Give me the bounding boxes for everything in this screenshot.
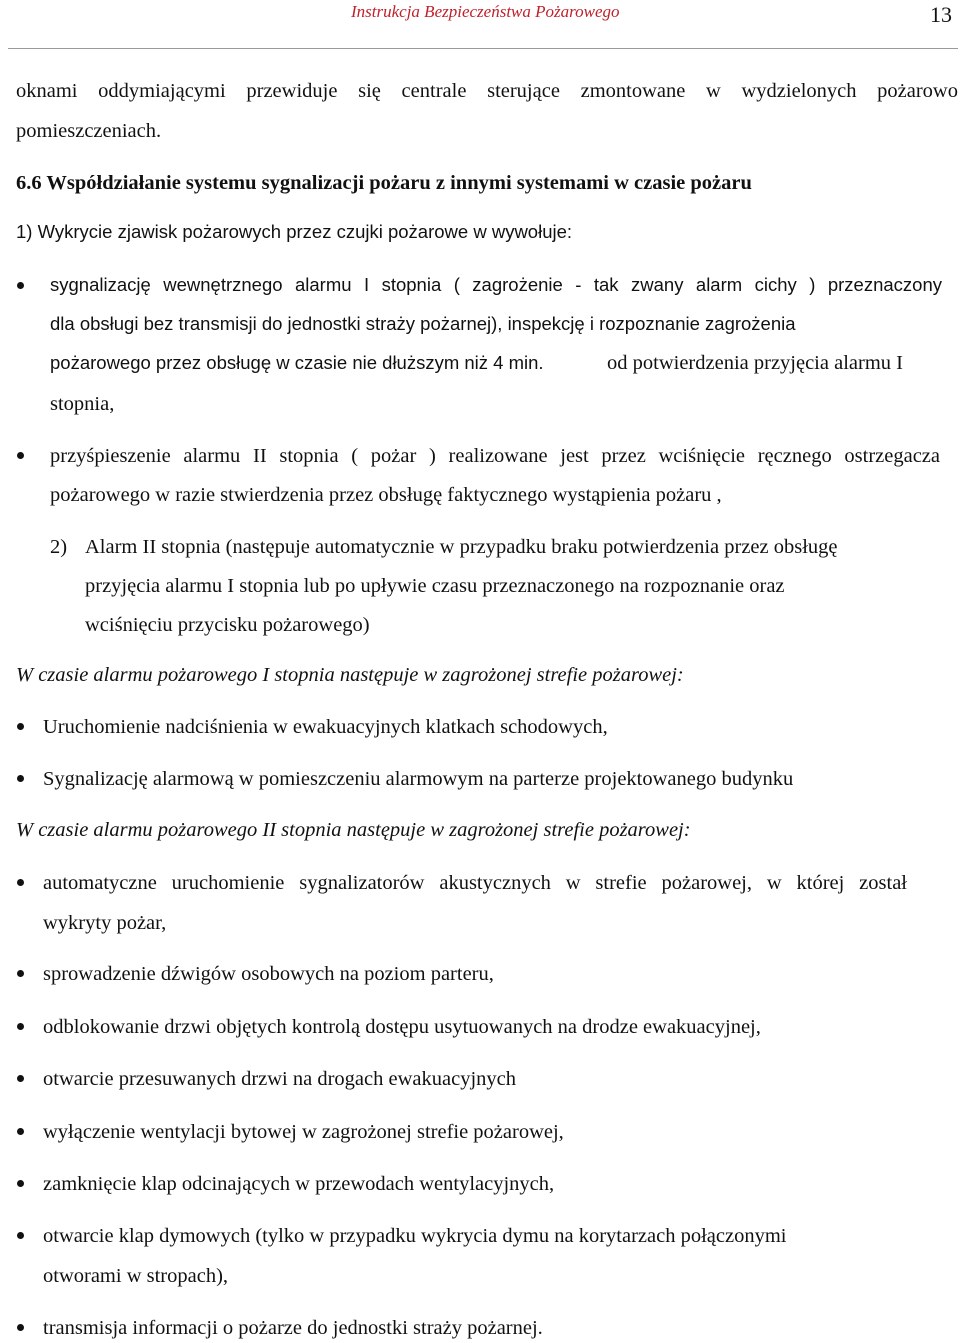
detection-intro: 1) Wykrycie zjawisk pożarowych przez czujki pożarowe w wywołuje: <box>16 221 573 242</box>
alarm1-bullet-line-3a: pożarowego przez obsługę w czasie nie dłuższym niż 4 min. <box>50 352 544 373</box>
item-2-line-3: wciśnięciu przycisku pożarowego) <box>85 614 370 636</box>
bullet-dot <box>17 1180 24 1187</box>
alarm-1-item: Sygnalizację alarmową w pomieszczeniu alarmowym na parterze projektowanego budynku <box>43 768 794 790</box>
bullet-dot <box>17 723 24 730</box>
alarm-2-item-3: odblokowanie drzwi objętych kontrolą dostępu usytuowanych na drodze ewakuacyjnej, <box>43 1016 761 1038</box>
section-heading: 6.6 Współdziałanie systemu sygnalizacji pożaru z innymi systemami w czasie pożaru <box>16 172 752 194</box>
alarm-2-item-6: zamknięcie klap odcinających w przewodach wentylacyjnych, <box>43 1173 555 1195</box>
alarm-2-item-7-line-2: otworami w stropach), <box>43 1265 229 1287</box>
bullet-dot <box>17 452 24 459</box>
alarm-2-item-1-line-2: wykryty pożar, <box>43 912 167 934</box>
document-title: Instrukcja Bezpieczeństwa Pożarowego <box>351 2 620 21</box>
alarm-2-item-7-line-1: otwarcie klap dymowych (tylko w przypadku wykrycia dymu na korytarzach połączonymi <box>43 1225 787 1247</box>
alarm1-bullet-line-1: sygnalizację wewnętrznego alarmu I stopnia ( zagrożenie - tak zwany alarm cichy ) przeznaczony <box>50 274 942 295</box>
alarm1-bullet-line-2: dla obsługi bez transmisji do jednostki straży pożarnej), inspekcję i rozpoznanie zagrożenia <box>50 313 796 334</box>
alarm-2-item-1-line-1: automatyczne uruchomienie sygnalizatorów akustycznych w strefie pożarowej, w której został <box>43 872 907 894</box>
intro-line-2: pomieszczeniach. <box>16 120 162 142</box>
bullet-dot <box>17 282 24 289</box>
alarm-1-heading: W czasie alarmu pożarowego I stopnia następuje w zagrożonej strefie pożarowej: <box>16 664 684 686</box>
bullet-dot <box>17 1324 24 1331</box>
alarm-2-item-5: wyłączenie wentylacji bytowej w zagrożonej strefie pożarowej, <box>43 1121 564 1143</box>
alarm-2-item-8: transmisja informacji o pożarze do jednostki straży pożarnej. <box>43 1317 543 1339</box>
bullet-dot <box>17 775 24 782</box>
item-2-line-2: przyjęcia alarmu I stopnia lub po upływie czasu przeznaczonego na rozpoznanie oraz <box>85 575 785 597</box>
alarm-1-item: Uruchomienie nadciśnienia w ewakuacyjnych klatkach schodowych, <box>43 716 608 738</box>
alarm2-bullet-line-2: pożarowego w razie stwierdzenia przez obsługę faktycznego wystąpienia pożaru , <box>50 484 722 506</box>
intro-line-1: oknami oddymiającymi przewiduje się centrale sterujące zmontowane w wydzielonych pożarowo <box>16 80 958 102</box>
page-number: 13 <box>930 2 952 27</box>
bullet-dot <box>17 970 24 977</box>
bullet-dot <box>17 1128 24 1135</box>
alarm-2-heading: W czasie alarmu pożarowego II stopnia następuje w zagrożonej strefie pożarowej: <box>16 819 691 841</box>
bullet-dot <box>17 1075 24 1082</box>
alarm-2-item-2: sprowadzenie dźwigów osobowych na poziom parteru, <box>43 963 494 985</box>
alarm1-bullet-line-3b: od potwierdzenia przyjęcia alarmu I <box>607 352 903 374</box>
item-2-number: 2) <box>50 536 68 558</box>
alarm2-bullet-line-1: przyśpieszenie alarmu II stopnia ( pożar ) realizowane jest przez wciśnięcie ręcznego ostrzegacza <box>50 445 940 467</box>
alarm1-bullet-line-4: stopnia, <box>50 393 115 415</box>
alarm-2-item-4: otwarcie przesuwanych drzwi na drogach ewakuacyjnych <box>43 1068 516 1090</box>
bullet-dot <box>17 1232 24 1239</box>
bullet-dot <box>17 879 24 886</box>
bullet-dot <box>17 1023 24 1030</box>
header-divider <box>8 48 958 49</box>
item-2-line-1: Alarm II stopnia (następuje automatycznie w przypadku braku potwierdzenia przez obsługę <box>85 536 838 558</box>
